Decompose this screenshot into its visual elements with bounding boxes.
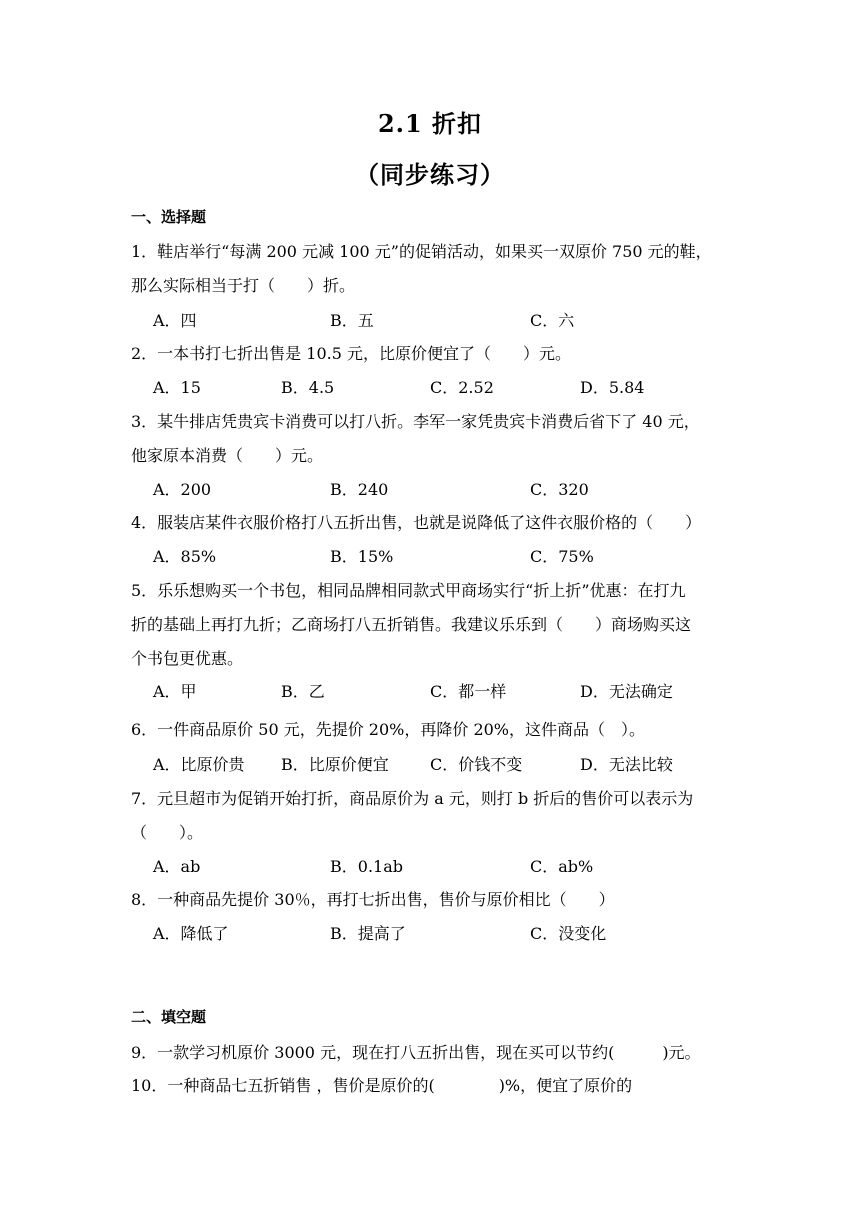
question-7-line-2: （ ）。	[131, 823, 204, 842]
question-4-option-b[interactable]: B．15%	[330, 547, 394, 566]
question-2-option-c[interactable]: C．2.52	[430, 378, 494, 397]
question-2-option-b[interactable]: B．4.5	[281, 378, 335, 397]
question-6-option-c[interactable]: C．价钱不变	[430, 755, 523, 774]
question-5-line-1: 5．乐乐想购买一个书包，相同品牌相同款式甲商场实行“折上折”优惠：在打九	[131, 581, 686, 600]
question-4-line-1: 4．服装店某件衣服价格打八五折出售，也就是说降低了这件衣服价格的（ ）	[131, 513, 702, 532]
question-5-line-3: 个书包更优惠。	[131, 649, 244, 668]
question-10-line-1: 10．一种商品七五折销售 ，售价是原价的( )%，便宜了原价的	[131, 1076, 633, 1095]
section-heading-choice: 一、选择题	[131, 208, 207, 226]
page-title: 2.1 折扣	[377, 109, 483, 138]
page-subtitle: （同步练习）	[355, 160, 505, 189]
question-5-line-2: 折的基础上再打九折；乙商场打八五折销售。我建议乐乐到（ ）商场购买这	[131, 615, 692, 634]
question-6-option-a[interactable]: A．比原价贵	[153, 755, 245, 774]
question-4-option-c[interactable]: C．75%	[530, 547, 594, 566]
question-3-option-c[interactable]: C．320	[530, 480, 589, 499]
question-5-option-d[interactable]: D．无法确定	[580, 682, 673, 701]
question-7-option-c[interactable]: C．ab%	[530, 857, 594, 876]
question-5-option-a[interactable]: A．甲	[153, 682, 197, 701]
question-3-line-2: 他家原本消费（ ）元。	[131, 446, 324, 465]
question-8-option-b[interactable]: B．提高了	[330, 924, 406, 943]
question-2-option-d[interactable]: D．5.84	[580, 378, 645, 397]
question-3-option-b[interactable]: B．240	[330, 480, 389, 499]
question-1-line-1: 1．鞋店举行“每满 200 元减 100 元”的促销活动，如果买一双原价 750 元的鞋，	[131, 242, 712, 261]
question-8-line-1: 8．一种商品先提价 30％，再打七折出售，售价与原价相比（ ）	[131, 890, 615, 909]
question-7-option-b[interactable]: B．0.1ab	[330, 857, 403, 876]
question-2-line-1: 2．一本书打七折出售是 10.5 元，比原价便宜了（ ）元。	[131, 344, 571, 363]
question-2-option-a[interactable]: A．15	[153, 378, 201, 397]
question-9-line-1: 9．一款学习机原价 3000 元，现在打八五折出售，现在买可以节约( )元。	[131, 1043, 701, 1062]
question-7-line-1: 7．元旦超市为促销开始打折，商品原价为 a 元，则打 b 折后的售价可以表示为	[131, 789, 694, 808]
question-3-line-1: 3．某牛排店凭贵宾卡消费可以打八折。李军一家凭贵宾卡消费后省下了 40 元，	[131, 412, 700, 431]
question-4-option-a[interactable]: A．85%	[153, 547, 217, 566]
question-5-option-c[interactable]: C．都一样	[430, 682, 507, 701]
question-1-option-c[interactable]: C．六	[530, 311, 575, 330]
question-1-option-b[interactable]: B．五	[330, 311, 374, 330]
question-8-option-a[interactable]: A．降低了	[153, 924, 229, 943]
section-heading-fill-in: 二、填空题	[131, 1008, 207, 1026]
question-3-option-a[interactable]: A．200	[153, 480, 212, 499]
question-5-option-b[interactable]: B．乙	[281, 682, 325, 701]
question-1-line-2: 那么实际相当于打（ ）折。	[131, 276, 356, 295]
question-1-option-a[interactable]: A．四	[153, 311, 197, 330]
question-8-option-c[interactable]: C．没变化	[530, 924, 607, 943]
question-6-line-1: 6．一件商品原价 50 元，先提价 20%，再降价 20%，这件商品（ ）。	[131, 720, 646, 739]
question-6-option-b[interactable]: B．比原价便宜	[281, 755, 389, 774]
question-6-option-d[interactable]: D．无法比较	[580, 755, 673, 774]
question-7-option-a[interactable]: A．ab	[153, 857, 201, 876]
